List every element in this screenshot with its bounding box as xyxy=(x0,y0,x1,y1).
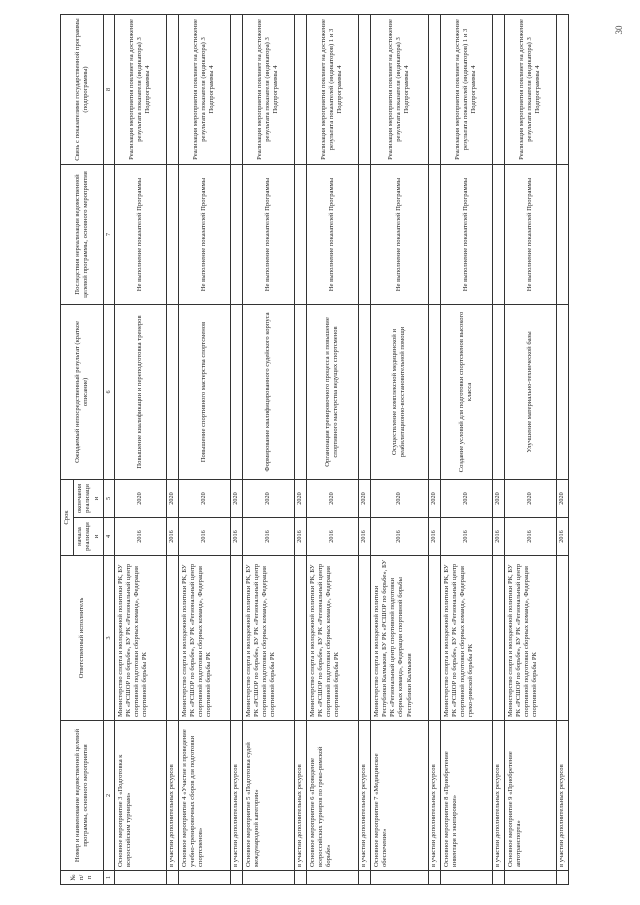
header-executor: Ответственный исполнитель xyxy=(61,556,104,721)
consequence-cell: Не выполнение показателей Программы xyxy=(178,164,230,304)
extra-start-cell: 2016 xyxy=(492,518,504,556)
extra-resources-row xyxy=(230,14,242,884)
expected-result-cell: Организация тренировочного процесса и повышение спортивного мастерства ведущих спортсменов xyxy=(306,304,358,479)
extra-resources-label: в участии дополнительных ресурсов xyxy=(556,721,568,871)
column-index: 4 xyxy=(103,518,114,556)
extra-resources-label: в участии дополнительных ресурсов xyxy=(230,721,242,871)
extra-end-cell: 2020 xyxy=(492,479,504,517)
expected-result-cell: Улучшение материально-технической базы xyxy=(504,304,556,479)
extra-end-cell: 2020 xyxy=(294,479,306,517)
activity-name-cell: Основное мероприятие 4 «Участие и проведение учебно-тренировочных сборов для подготовки спортсменов» xyxy=(178,721,230,871)
start-year-cell: 2016 xyxy=(178,518,230,556)
activity-name-cell: Основное мероприятие 5 «Подготовка судей международной категории» xyxy=(242,721,294,871)
indicator-link-cell: Реализация мероприятия повлияет на достижение результата показателя (индикатора) 3 Подпрограммы 4 xyxy=(504,14,556,164)
expected-result-cell: Повышение квалификации и переподготовка тренеров xyxy=(114,304,166,479)
table-row xyxy=(370,14,428,884)
expected-result-cell: Повышение спортивного мастерства спортсменов xyxy=(178,304,230,479)
extra-start-cell: 2016 xyxy=(556,518,568,556)
indicator-link-cell: Реализация мероприятия повлияет на достижение результата показателей (индикаторов) 1 и 3 Подпрограммы 4 xyxy=(306,14,358,164)
extra-resources-row xyxy=(492,14,504,884)
indicator-link-cell: Реализация мероприятия повлияет на достижение результата показателя (индикатора) 3 Подпрограммы 4 xyxy=(114,14,166,164)
column-index: 2 xyxy=(103,721,114,871)
row-number-cell xyxy=(440,871,492,885)
header-indicator-link: Связь с показателями государственной программы (подпрограммы) xyxy=(61,14,104,164)
header-term: Срок xyxy=(61,479,74,555)
consequence-cell: Не выполнение показателей Программы xyxy=(370,164,428,304)
extra-resources-row xyxy=(428,14,440,884)
table-row xyxy=(504,14,556,884)
end-year-cell: 2020 xyxy=(370,479,428,517)
row-number-cell xyxy=(178,871,230,885)
column-index: 8 xyxy=(103,14,114,164)
extra-start-cell: 2016 xyxy=(230,518,242,556)
extra-end-cell: 2020 xyxy=(166,479,178,517)
table-row xyxy=(440,14,492,884)
activity-name-cell: Основное мероприятие 7 «Медицинское обеспечение» xyxy=(370,721,428,871)
extra-resources-label: в участии дополнительных ресурсов xyxy=(166,721,178,871)
table-row xyxy=(242,14,294,884)
column-index: 3 xyxy=(103,556,114,721)
column-index: 1 xyxy=(103,871,114,885)
header-consequences: Последствия нереализации ведомственной целевой программы, основного мероприятия xyxy=(61,164,104,304)
executor-cell: Министерство спорта и молодежной политики Республики Калмыкия, БУ РК «РСШОР по борьбе», БУ РК «Региональный центр спортивной подготовки сборных команд», Федерация спортивной борьбы Республики Калмыкия xyxy=(370,556,428,721)
extra-resources-row xyxy=(358,14,370,884)
row-number-cell xyxy=(306,871,358,885)
start-year-cell: 2016 xyxy=(114,518,166,556)
table-row xyxy=(114,14,166,884)
column-index: 6 xyxy=(103,304,114,479)
start-year-cell: 2016 xyxy=(440,518,492,556)
consequence-cell: Не выполнение показателей Программы xyxy=(306,164,358,304)
consequence-cell: Не выполнение показателей Программы xyxy=(114,164,166,304)
end-year-cell: 2020 xyxy=(178,479,230,517)
end-year-cell: 2020 xyxy=(504,479,556,517)
indicator-link-cell: Реализация мероприятия повлияет на достижение результата показателя (индикатора) 3 Подпрограммы 4 xyxy=(178,14,230,164)
extra-resources-label: в участии дополнительных ресурсов xyxy=(428,721,440,871)
end-year-cell: 2020 xyxy=(440,479,492,517)
consequence-cell: Не выполнение показателей Программы xyxy=(440,164,492,304)
start-year-cell: 2016 xyxy=(504,518,556,556)
column-index: 7 xyxy=(103,164,114,304)
row-number-cell xyxy=(370,871,428,885)
header-row xyxy=(61,14,74,884)
row-number-cell xyxy=(504,871,556,885)
executor-cell: Министерство спорта и молодежной политики РК, БУ РК «РСШОР по борьбе», БУ РК «Региональный центр спортивной подготовки сборных команд», Федерация спортивной борьбы РК xyxy=(306,556,358,721)
extra-end-cell: 2020 xyxy=(230,479,242,517)
end-year-cell: 2020 xyxy=(306,479,358,517)
program-activities-table xyxy=(60,14,569,885)
consequence-cell: Не выполнение показателей Программы xyxy=(242,164,294,304)
start-year-cell: 2016 xyxy=(370,518,428,556)
activity-name-cell: Основное мероприятие 6 «Проведение всероссийских турниров по греко-римской борьбе» xyxy=(306,721,358,871)
column-index: 5 xyxy=(103,479,114,517)
extra-resources-label: в участии дополнительных ресурсов xyxy=(358,721,370,871)
extra-end-cell: 2020 xyxy=(358,479,370,517)
executor-cell: Министерство спорта и молодежной политики РК, БУ РК «РСШОР по борьбе», БУ РК «Региональный центр спортивной подготовки сборных команд», Федерация спортивной борьбы РК xyxy=(178,556,230,721)
header-num: № п/п xyxy=(61,871,104,885)
header-expected-result: Ожидаемый непосредственный результат (краткое описание) xyxy=(61,304,104,479)
extra-resources-row xyxy=(166,14,178,884)
executor-cell: Министерство спорта и молодежной политики РК, БУ РК «РСШОР по борьбе», БУ РК «Региональный центр спортивной подготовки сборных команд», Федерация спортивной борьбы РК xyxy=(242,556,294,721)
executor-cell: Министерство спорта и молодежной политики РК, БУ РК «РСШОР по борьбе», БУ РК «Региональный центр спортивной подготовки сборных команд», Федерация спортивной борьбы РК xyxy=(114,556,166,721)
extra-resources-label: в участии дополнительных ресурсов xyxy=(294,721,306,871)
page-number: 30 xyxy=(614,25,624,35)
expected-result-cell: Формирование квалифицированного судейского корпуса xyxy=(242,304,294,479)
table-row xyxy=(306,14,358,884)
row-number-cell xyxy=(242,871,294,885)
indicator-link-cell: Реализация мероприятия повлияет на достижение результата показателей (индикаторов) 1 и 3 Подпрограммы 4 xyxy=(440,14,492,164)
consequence-cell: Не выполнение показателей Программы xyxy=(504,164,556,304)
indicator-link-cell: Реализация мероприятия повлияет на достижение результата показателя (индикатора) 3 Подпрограммы 4 xyxy=(370,14,428,164)
table-row xyxy=(178,14,230,884)
header-program-name: Номер и наименование ведомственной целевой программы, основного мероприятия xyxy=(61,721,104,871)
extra-start-cell: 2016 xyxy=(428,518,440,556)
extra-resources-row xyxy=(294,14,306,884)
extra-resources-label: в участии дополнительных ресурсов xyxy=(492,721,504,871)
extra-resources-row xyxy=(556,14,568,884)
executor-cell: Министерство спорта и молодежной политики РК, БУ РК «РСШОР по борьбе», БУ РК «Региональный центр спортивной подготовки сборных команд», Федерация греко-римской борьбы РК xyxy=(440,556,492,721)
extra-start-cell: 2016 xyxy=(358,518,370,556)
end-year-cell: 2020 xyxy=(114,479,166,517)
activity-name-cell: Основное мероприятие 8 «Приобретение инвентаря и экипировки» xyxy=(440,721,492,871)
start-year-cell: 2016 xyxy=(242,518,294,556)
start-year-cell: 2016 xyxy=(306,518,358,556)
column-index-row xyxy=(103,14,114,884)
expected-result-cell: Создание условий для подготовки спортсменов высокого класса xyxy=(440,304,492,479)
executor-cell: Министерство спорта и молодежной политики РК, БУ РК «РСШОР по борьбе», БУ РК «Региональный центр спортивной подготовки сборных команд», Федерация спортивной борьбы РК xyxy=(504,556,556,721)
indicator-link-cell: Реализация мероприятия повлияет на достижение результата показателя (индикатора) 3 Подпрограммы 4 xyxy=(242,14,294,164)
extra-end-cell: 2020 xyxy=(428,479,440,517)
end-year-cell: 2020 xyxy=(242,479,294,517)
row-number-cell xyxy=(114,871,166,885)
extra-start-cell: 2016 xyxy=(294,518,306,556)
extra-end-cell: 2020 xyxy=(556,479,568,517)
activity-name-cell: Основное мероприятие 3 «Подготовка к всероссийским турнирам» xyxy=(114,721,166,871)
header-start: начала реализации xyxy=(74,518,104,556)
header-end: окончания реализации xyxy=(74,479,104,517)
extra-start-cell: 2016 xyxy=(166,518,178,556)
activity-name-cell: Основное мероприятие 9 «Приобретение автотранспорта» xyxy=(504,721,556,871)
expected-result-cell: Осуществление комплексной медицинской и реабилитационно-восстановительной помощи xyxy=(370,304,428,479)
